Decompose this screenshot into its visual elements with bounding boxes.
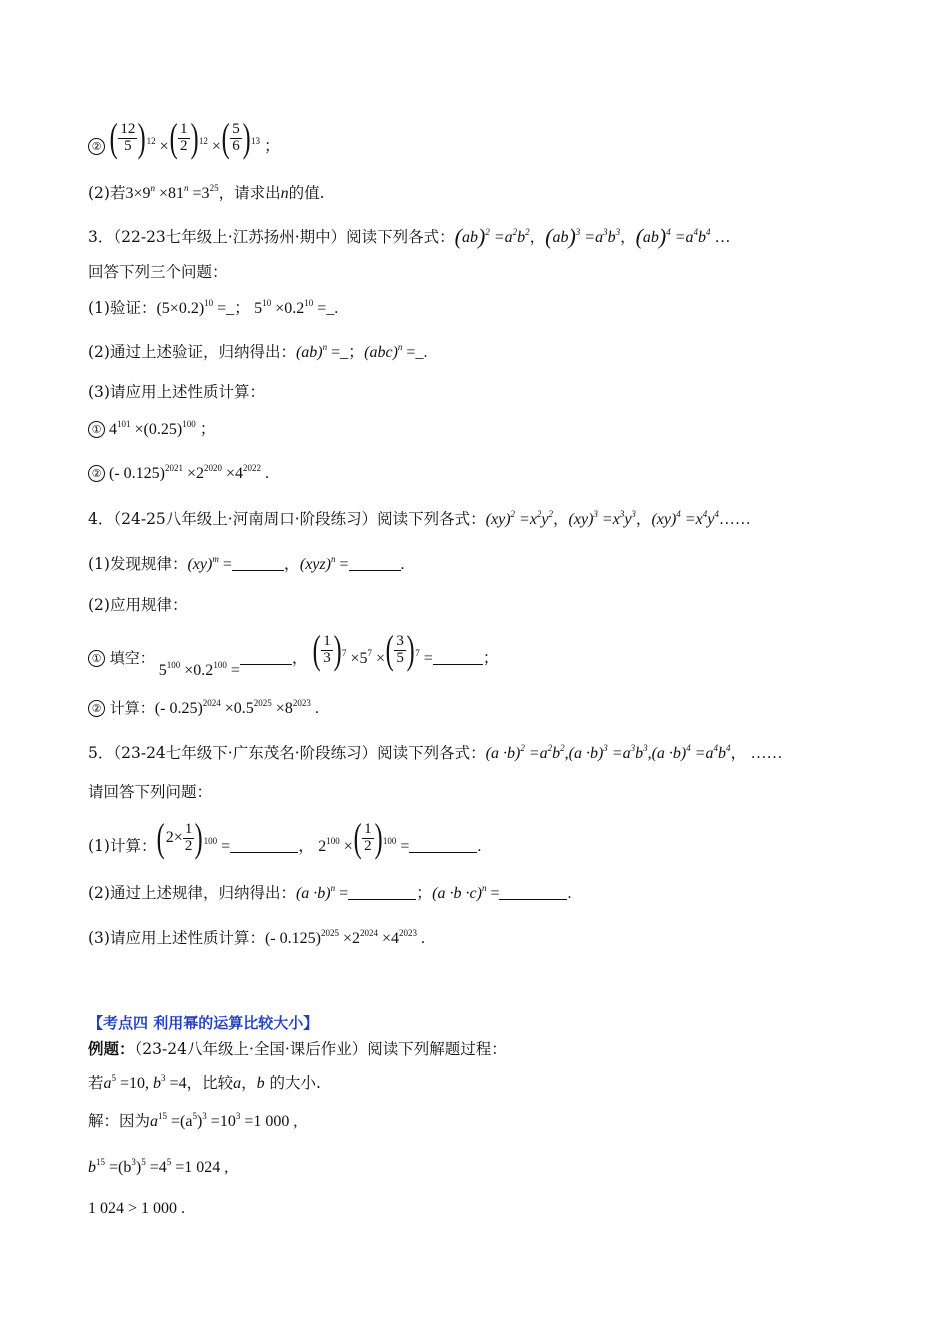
q5-part1: (1)计算： ( 2× $\frac{1}{2}$ ) $^{100}$ = ， $2^{100}$ × ( $\frac{1}{2}$ ) $^{100}$ = . [88,815,482,860]
answer-blank[interactable] [348,887,416,900]
answer-blank[interactable] [499,887,567,900]
answer-blank[interactable] [409,840,477,853]
circle-number: ② [88,138,105,155]
q5-intro: 请回答下列问题： [88,783,213,801]
q3-calc2: ② (- $0.125)^{2021} \times 2^{2020} \times 4^{2022}$ . [88,465,269,482]
answer-blank[interactable] [349,558,401,571]
q4-fill: ① 填空： $5^{100} \times 0.2^{100}$ =， ( $\frac{1}{3}$ ) $^7 \times 5^7$ × ( $\frac{3}{5}$ ) $^7$ = ； [88,630,499,679]
q4-part2: (2)应用规律： [88,596,188,614]
q5-part2: (2)通过上述规律，归纳得出：$(a \cdot b)^n$ = ；$(a \cdot b \cdot c)^n$ = . [88,883,572,902]
solution-line-1: 解：因为$a^{15} =(a^5)^3 =10^3 =1$ 000 , [88,1111,298,1130]
q3-part1: (1)验证：$(5\times 0.2)^{10}$ =_； $5^{10} \times 0.2^{10}$ =_. [88,298,339,317]
q2-item2: ② ( $\frac{12}{5}$ ) $^{12}$ × ( $\frac{1}{2}$ ) $^{12}$ × ( $\frac{5}{6}$ ) $^{13}$ ； [88,118,280,158]
solution-line-2: $b^{15} =(b^3)^5 =4^5 =1$ 024 , [88,1157,229,1176]
example-given: 若$a^5 =10$, $b^3 =4$，比较a，b 的大小. [88,1073,321,1092]
q2-part2: (2)若$3\times 9^n \times 81^n =3^{25}$，请求出n的值. [88,183,325,202]
q3-part3: (3)请应用上述性质计算： [88,383,265,401]
q4-heading: 4．（24-25八年级上·河南周口·阶段练习）阅读下列各式：$(xy)^2 =x^2y^2$，$(xy)^3 =x^3y^3$，$(xy)^4 =x^4y^4\dots\dots$ [88,509,751,528]
q5-heading: 5．（23-24七年级下·广东茂名·阶段练习）阅读下列各式：$(a \cdot b)^2 =a^2b^2,(a \cdot b)^3 =a^3b^3,(a \cdot b)^4 =a^4b^4$， …… [88,743,783,762]
answer-blank[interactable] [433,652,483,665]
example-line: 例题：（23-24八年级上·全国·课后作业）阅读下列解题过程： [88,1040,507,1058]
q4-calc: ② 计算：(- $0.25)^{2024} \times 0.5^{2025} \times 8^{2023}$ . [88,700,319,717]
q4-part1: (1)发现规律：(xy)$^m$ = ，(xyz)$^n$ = . [88,554,405,573]
q5-part3: (3)请应用上述性质计算：(- $0.125)^{2025} \times 2^{2024} \times 4^{2023}$ . [88,928,426,947]
q3-part2: (2)通过上述验证，归纳得出：(ab)$^n$ =_；(abc)$^n$ =_. [88,342,428,361]
answer-blank[interactable] [240,652,292,665]
solution-line-3: 1 024 > 1 000 . [88,1200,186,1217]
section-heading: 【考点四 利用幂的运算比较大小】 [88,1014,319,1032]
q3-heading: 3．（22-23七年级上·江苏扬州·期中）阅读下列各式：$(ab)^2 =a^2b^2$，$(ab)^3 =a^3b^3$，$(ab)^4 =a^4b^4$ … [88,224,731,249]
q3-calc1: ① $4^{101} \times(0.25)^{100}$ ； [88,421,216,438]
answer-blank[interactable] [232,558,284,571]
q3-intro: 回答下列三个问题： [88,263,228,281]
answer-blank[interactable] [230,840,298,853]
